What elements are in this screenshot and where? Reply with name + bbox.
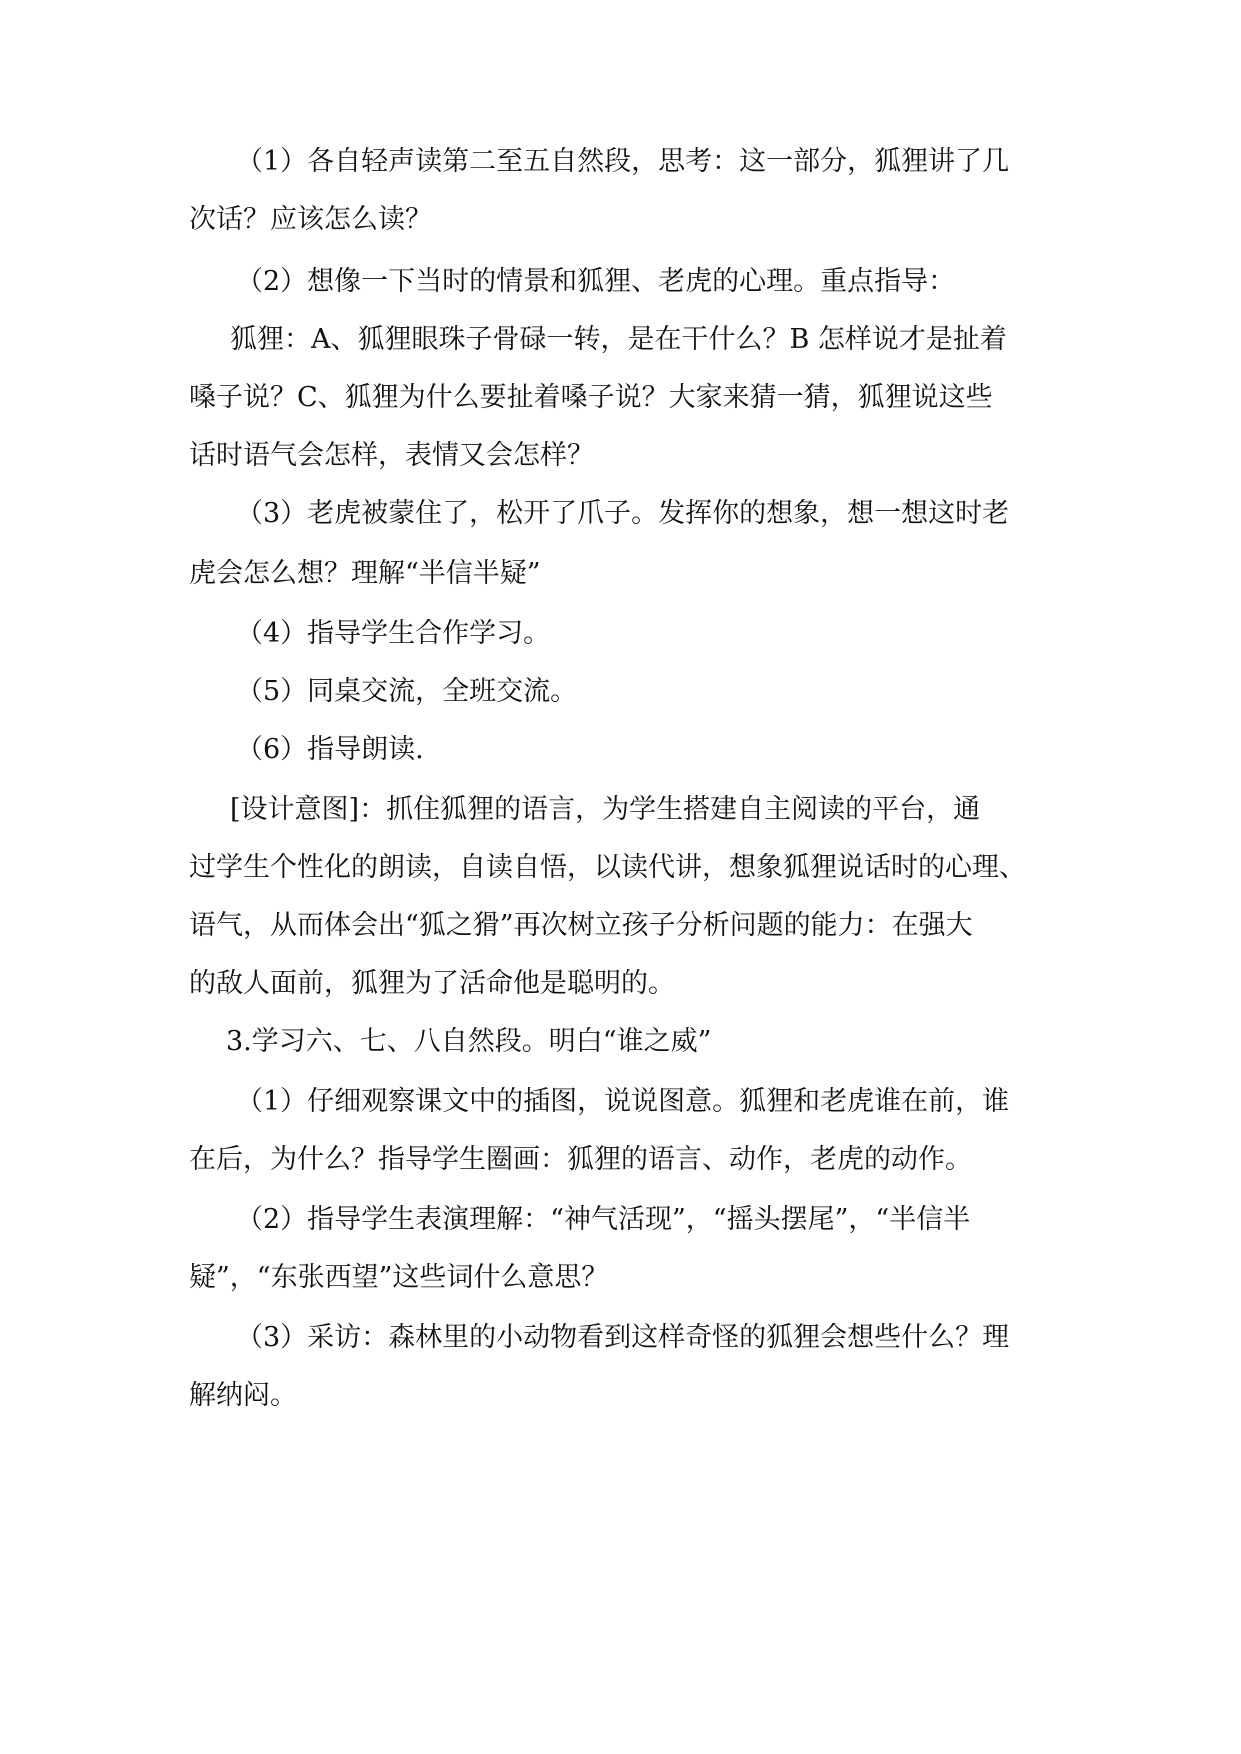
paragraph-line: 语气，从而体会出“狐之猾”再次树立孩子分析问题的能力：在强大 [189, 910, 973, 941]
paragraph-line: 嗓子说？C、狐狸为什么要扯着嗓子说？大家来猜一猜，狐狸说这些 [189, 382, 993, 413]
paragraph-line: （5）同桌交流，全班交流。 [236, 676, 578, 707]
paragraph-line: 在后，为什么？指导学生圈画：狐狸的语言、动作，老虎的动作。 [189, 1144, 972, 1175]
paragraph-line: （1）各自轻声读第二至五自然段，思考：这一部分，狐狸讲了几 [236, 146, 1010, 177]
paragraph-line: 过学生个性化的朗读，自读自悟，以读代讲，想象狐狸说话时的心理、 [189, 852, 1026, 883]
paragraph-line: （2）想像一下当时的情景和狐狸、老虎的心理。重点指导： [236, 266, 956, 297]
paragraph-line: （1）仔细观察课文中的插图，说说图意。狐狸和老虎谁在前，谁 [236, 1086, 1010, 1117]
paragraph-line: （6）指导朗读. [236, 734, 424, 765]
paragraph-line: 的敌人面前，狐狸为了活命他是聪明的。 [189, 968, 675, 999]
paragraph-line: [设计意图]：抓住狐狸的语言，为学生搭建自主阅读的平台，通 [230, 794, 981, 825]
paragraph-line: （3）采访：森林里的小动物看到这样奇怪的狐狸会想些什么？理 [236, 1322, 1010, 1353]
paragraph-line: 虎会怎么想？理解“半信半疑” [189, 558, 541, 589]
paragraph-line: （2）指导学生表演理解：“神气活现”，“摇头摆尾”，“半信半 [236, 1204, 971, 1235]
paragraph-line: （4）指导学生合作学习。 [236, 618, 551, 649]
paragraph-line: 解纳闷。 [189, 1380, 297, 1411]
paragraph-line: 疑”，“东张西望”这些词什么意思？ [189, 1262, 609, 1293]
paragraph-line: 3.学习六、七、八自然段。明白“谁之威” [226, 1026, 712, 1057]
paragraph-line: （3）老虎被蒙住了，松开了爪子。发挥你的想象，想一想这时老 [236, 498, 1010, 529]
paragraph-line: 话时语气会怎样，表情又会怎样？ [189, 440, 594, 471]
paragraph-line: 次话？应该怎么读？ [189, 204, 432, 235]
paragraph-line: 狐狸：A、狐狸眼珠子骨碌一转，是在干什么？B 怎样说才是扯着 [230, 324, 1007, 355]
